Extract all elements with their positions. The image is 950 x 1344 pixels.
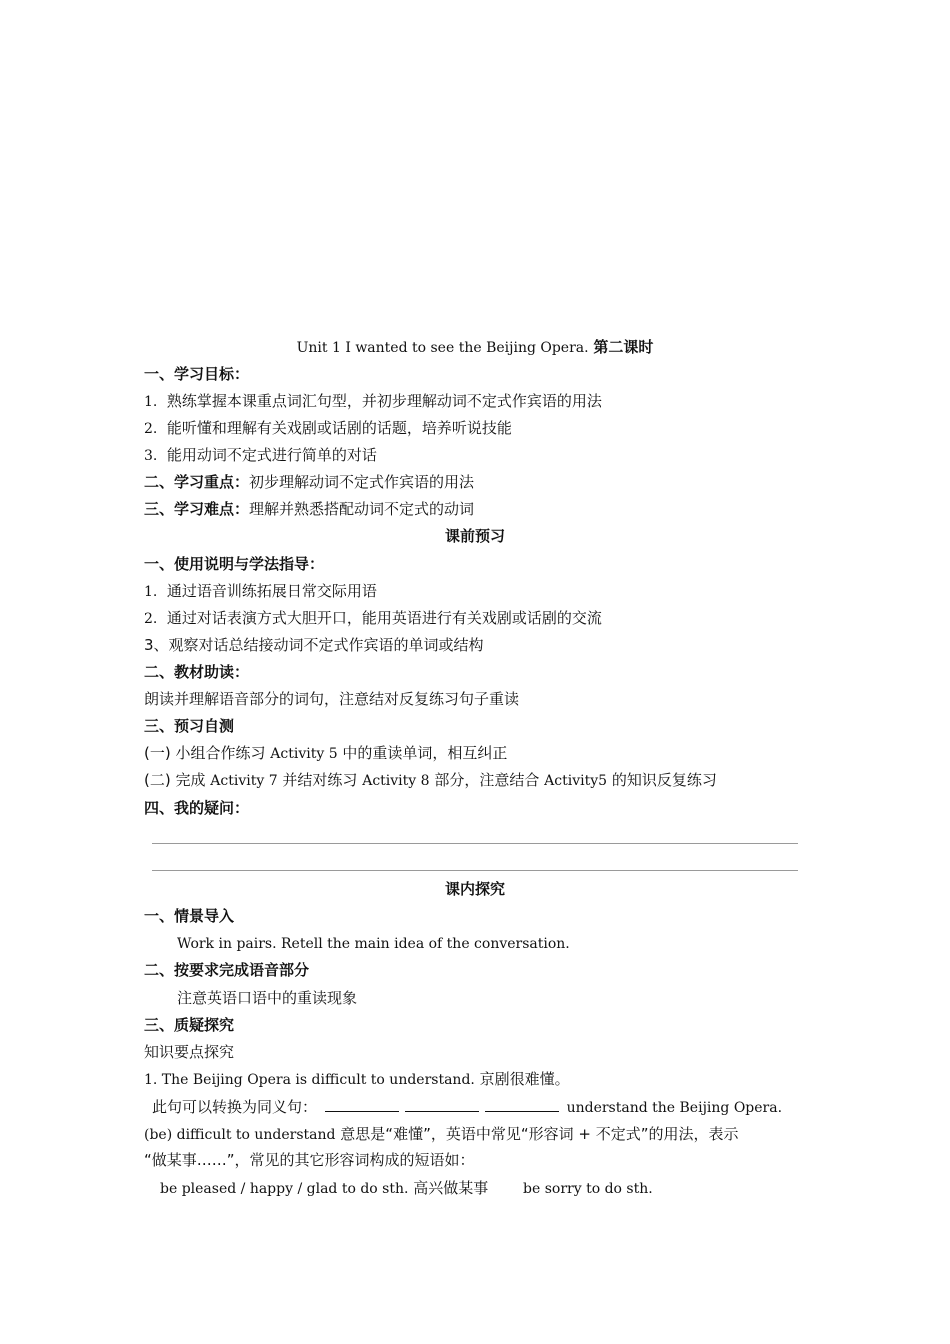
reading-heading: 二、教材助读：: [144, 663, 250, 681]
pronunciation-heading: 二、按要求完成语音部分: [144, 961, 310, 979]
goal-item-2: 2. 能听懂和理解有关戏剧或话剧的话题，培养听说技能: [144, 419, 512, 437]
selftest-item-2: (二) 完成 Activity 7 并结对练习 Activity 8 部分，注意结合 Activity5 的知识反复练习: [144, 771, 717, 789]
blank-3[interactable]: [485, 1097, 559, 1112]
preview-section-title: 课前预习: [444, 527, 505, 545]
intro-heading: 一、情景导入: [144, 907, 235, 925]
blank-1[interactable]: [325, 1097, 399, 1112]
guide-item-3: 3、观察对话总结接动词不定式作宾语的单词或结构: [144, 636, 484, 654]
blank-2[interactable]: [405, 1097, 479, 1112]
goal-item-1: 1. 熟练掌握本课重点词汇句型，并初步理解动词不定式作宾语的用法: [144, 392, 602, 410]
inquiry-heading: 三、质疑探究: [144, 1016, 235, 1034]
difficulty-line: 三、学习难点：理解并熟悉搭配动词不定式的动词: [144, 500, 475, 518]
selftest-heading: 三、预习自测: [144, 717, 235, 735]
goal-item-3: 3. 能用动词不定式进行简单的对话: [144, 446, 377, 464]
reading-text: 朗读并理解语音部分的词句，注意结对反复练习句子重读: [144, 690, 520, 708]
guide-heading: 一、使用说明与学法指导：: [144, 555, 325, 573]
inquiry-subheading: 知识要点探究: [144, 1043, 235, 1061]
guide-item-1: 1. 通过语音训练拓展日常交际用语: [144, 582, 377, 600]
goals-heading: 一、学习目标：: [144, 365, 250, 383]
explanation-line-1: (be) difficult to understand 意思是“难懂”，英语中常见“形容词 + 不定式”的用法，表示: [144, 1125, 739, 1143]
answer-line-2[interactable]: [152, 870, 798, 871]
point-1: 1. The Beijing Opera is difficult to understand. 京剧很难懂。: [144, 1070, 570, 1088]
selftest-item-1: (一) 小组合作练习 Activity 5 中的重读单词，相互纠正: [144, 744, 508, 762]
phrase-examples: be pleased / happy / glad to do sth. 高兴做某事 be sorry to do sth.: [160, 1179, 653, 1197]
explore-section-title: 课内探究: [444, 880, 505, 898]
rewrite-line: 此句可以转换为同义句： understand the Beijing Opera.: [152, 1098, 783, 1116]
page-title: [0, 336, 950, 359]
title-chinese: 第二课时: [593, 338, 654, 356]
focus-line: 二、学习重点：初步理解动词不定式作宾语的用法: [144, 473, 475, 491]
explanation-line-2: “做某事……”，常见的其它形容词构成的短语如：: [144, 1151, 475, 1169]
pronunciation-text: 注意英语口语中的重读现象: [177, 989, 358, 1007]
title-english: Unit 1 I wanted to see the Beijing Opera.: [296, 340, 589, 356]
questions-heading: 四、我的疑问：: [144, 799, 250, 817]
guide-item-2: 2. 通过对话表演方式大胆开口，能用英语进行有关戏剧或话剧的交流: [144, 609, 602, 627]
answer-line-1[interactable]: [152, 843, 798, 844]
intro-text: Work in pairs. Retell the main idea of the conversation.: [177, 936, 570, 952]
